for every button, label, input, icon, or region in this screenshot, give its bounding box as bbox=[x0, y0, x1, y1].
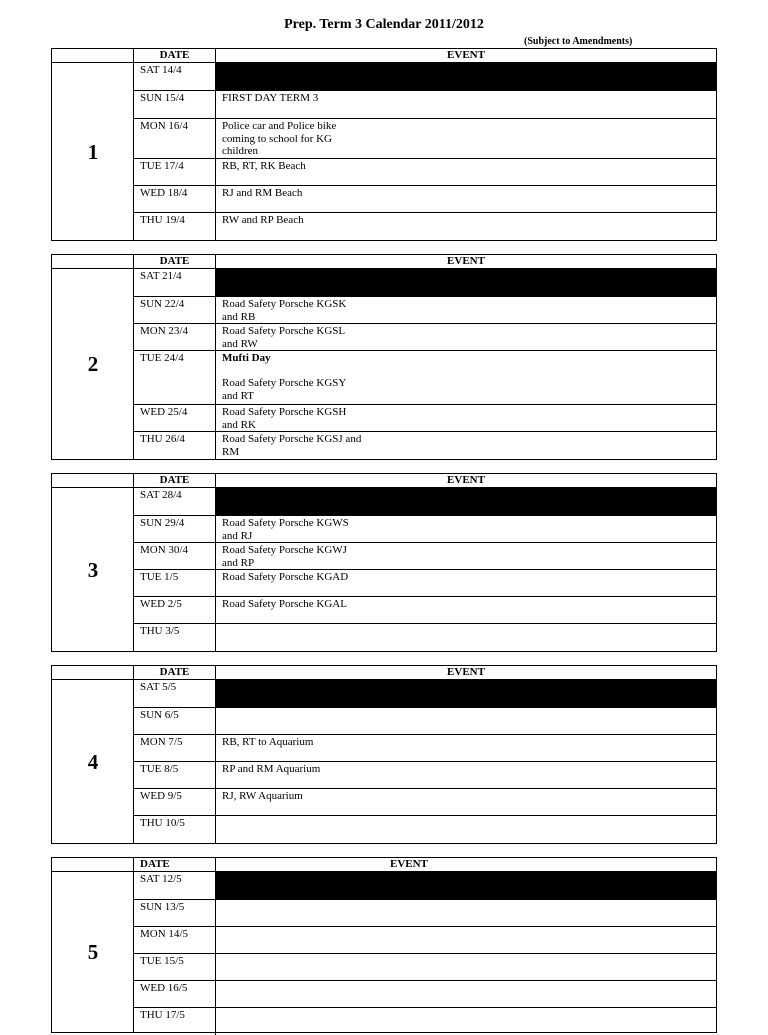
event-cell bbox=[216, 432, 716, 459]
date-cell: WED 18/4 bbox=[134, 186, 216, 212]
event-text-line: Road Safety Porsche KGAL bbox=[222, 598, 347, 610]
date-cell: SUN 29/4 bbox=[134, 516, 216, 542]
date-cell: TUE 24/4 bbox=[134, 351, 216, 404]
week-number-cell bbox=[52, 872, 134, 1032]
event-text-line bbox=[222, 365, 716, 378]
date-cell: MON 7/5 bbox=[134, 735, 216, 761]
date-cell: THU 19/4 bbox=[134, 213, 216, 240]
week-number-cell bbox=[52, 269, 134, 459]
header-week-cell bbox=[52, 49, 134, 62]
event-cell bbox=[216, 624, 716, 651]
date-cell: SAT 14/4 bbox=[134, 63, 216, 90]
blocked-event-cell bbox=[216, 872, 716, 899]
event-text-line: and RK bbox=[222, 418, 256, 431]
header-week-cell bbox=[52, 474, 134, 487]
event-text-line: Road Safety Porsche KGWS bbox=[222, 517, 349, 529]
week-number: 5 bbox=[87, 940, 99, 964]
table-row bbox=[134, 91, 716, 119]
table-row bbox=[134, 186, 716, 213]
week-number-cell bbox=[52, 680, 134, 843]
table-header bbox=[52, 474, 716, 488]
table-row bbox=[134, 405, 716, 432]
event-text-line: and RJ bbox=[222, 529, 253, 542]
event-cell bbox=[216, 213, 716, 240]
header-week-cell bbox=[52, 858, 134, 871]
date-cell: THU 26/4 bbox=[134, 432, 216, 459]
table-row bbox=[134, 351, 716, 405]
event-text-line: Road Safety Porsche KGSK bbox=[222, 298, 347, 310]
table-row bbox=[134, 63, 716, 91]
event-cell bbox=[216, 597, 716, 623]
date-cell: SAT 28/4 bbox=[134, 488, 216, 515]
table-row bbox=[134, 735, 716, 762]
week-table bbox=[51, 254, 717, 460]
event-cell bbox=[216, 981, 716, 1007]
date-cell: SUN 15/4 bbox=[134, 91, 216, 118]
event-cell bbox=[216, 405, 716, 431]
date-cell: THU 17/5 bbox=[134, 1008, 216, 1035]
event-text-line: Police car and Police bike bbox=[222, 120, 337, 132]
table-row bbox=[134, 297, 716, 324]
event-text-line: RJ, RW Aquarium bbox=[222, 790, 303, 802]
table-row bbox=[134, 159, 716, 186]
event-cell bbox=[216, 297, 716, 323]
table-row bbox=[134, 1008, 716, 1035]
week-number: 4 bbox=[87, 750, 99, 774]
event-text-line: and RT bbox=[222, 389, 255, 402]
date-cell: SAT 21/4 bbox=[134, 269, 216, 296]
week-table bbox=[51, 857, 717, 1033]
table-row bbox=[134, 269, 716, 297]
event-text-line: and RW bbox=[222, 337, 258, 350]
event-text-line: Road Safety Porsche KGSJ and bbox=[222, 433, 362, 445]
table-row bbox=[134, 708, 716, 735]
table-row bbox=[134, 927, 716, 954]
week-table bbox=[51, 48, 717, 241]
date-cell: SUN 6/5 bbox=[134, 708, 216, 734]
event-text-line: RJ and RM Beach bbox=[222, 187, 303, 199]
header-week-cell bbox=[52, 255, 134, 268]
event-cell bbox=[216, 516, 716, 542]
week-table bbox=[51, 665, 717, 844]
event-text-line: RB, RT to Aquarium bbox=[222, 736, 314, 748]
date-cell: TUE 17/4 bbox=[134, 159, 216, 185]
date-cell: WED 16/5 bbox=[134, 981, 216, 1007]
date-cell: MON 14/5 bbox=[134, 927, 216, 953]
table-row bbox=[134, 324, 716, 351]
table-row bbox=[134, 597, 716, 624]
event-text-line: RP and RM Aquarium bbox=[222, 763, 321, 775]
week-number: 1 bbox=[87, 140, 99, 164]
date-column-header: DATE bbox=[134, 858, 216, 871]
event-cell bbox=[216, 91, 716, 118]
event-cell bbox=[216, 789, 716, 815]
event-column-header: EVENT bbox=[390, 858, 428, 870]
event-text-line: Road Safety Porsche KGSL bbox=[222, 325, 346, 337]
event-cell bbox=[216, 570, 716, 596]
date-cell: TUE 8/5 bbox=[134, 762, 216, 788]
table-row bbox=[134, 816, 716, 843]
event-column-header: EVENT bbox=[447, 255, 485, 267]
header-week-cell bbox=[52, 666, 134, 679]
table-row bbox=[134, 570, 716, 597]
date-cell: TUE 1/5 bbox=[134, 570, 216, 596]
blocked-event-cell bbox=[216, 269, 716, 296]
table-row bbox=[134, 981, 716, 1008]
event-text-line: children bbox=[222, 145, 259, 157]
table-row bbox=[134, 432, 716, 459]
page-subtitle: (Subject to Amendments) bbox=[524, 36, 633, 47]
table-row bbox=[134, 488, 716, 516]
date-cell: SAT 5/5 bbox=[134, 680, 216, 707]
date-column-header: DATE bbox=[134, 474, 216, 487]
week-table bbox=[51, 473, 717, 652]
table-header bbox=[52, 255, 716, 269]
date-cell: SUN 13/5 bbox=[134, 900, 216, 926]
table-row bbox=[134, 954, 716, 981]
event-text-line: RB, RT, RK Beach bbox=[222, 160, 306, 172]
date-cell: THU 3/5 bbox=[134, 624, 216, 651]
event-cell bbox=[216, 351, 716, 404]
date-cell: WED 2/5 bbox=[134, 597, 216, 623]
date-cell: MON 30/4 bbox=[134, 543, 216, 569]
table-header bbox=[52, 666, 716, 680]
week-number: 3 bbox=[87, 558, 99, 582]
date-column-header: DATE bbox=[134, 49, 216, 62]
table-row bbox=[134, 624, 716, 651]
event-cell bbox=[216, 324, 716, 350]
date-cell: SAT 12/5 bbox=[134, 872, 216, 899]
table-row bbox=[134, 213, 716, 240]
date-cell: TUE 15/5 bbox=[134, 954, 216, 980]
event-text-line: coming to school for KG bbox=[222, 132, 332, 145]
date-cell: MON 23/4 bbox=[134, 324, 216, 350]
table-header bbox=[52, 858, 716, 872]
event-cell bbox=[216, 543, 716, 569]
event-cell bbox=[216, 735, 716, 761]
event-text-line: Road Safety Porsche KGWJ bbox=[222, 544, 347, 556]
event-text-line: Road Safety Porsche KGAD bbox=[222, 571, 349, 583]
date-column-header: DATE bbox=[134, 666, 216, 679]
date-cell: WED 9/5 bbox=[134, 789, 216, 815]
event-cell bbox=[216, 816, 716, 843]
date-cell: WED 25/4 bbox=[134, 405, 216, 431]
week-number: 2 bbox=[87, 352, 99, 376]
event-text-line: Road Safety Porsche KGSY bbox=[222, 377, 347, 389]
table-row bbox=[134, 543, 716, 570]
event-cell bbox=[216, 1008, 716, 1035]
event-text-line: RM bbox=[222, 445, 240, 458]
date-cell: THU 10/5 bbox=[134, 816, 216, 843]
table-row bbox=[134, 789, 716, 816]
blocked-event-cell bbox=[216, 680, 716, 707]
event-text-line: and RB bbox=[222, 310, 256, 323]
event-column-header: EVENT bbox=[447, 474, 485, 486]
table-row bbox=[134, 119, 716, 159]
event-cell bbox=[216, 900, 716, 926]
event-cell bbox=[216, 708, 716, 734]
event-column-header: EVENT bbox=[447, 666, 485, 678]
table-row bbox=[134, 762, 716, 789]
event-cell bbox=[216, 186, 716, 212]
week-number-cell bbox=[52, 488, 134, 651]
event-cell bbox=[216, 927, 716, 953]
date-cell: SUN 22/4 bbox=[134, 297, 216, 323]
blocked-event-cell bbox=[216, 488, 716, 515]
event-cell bbox=[216, 159, 716, 185]
event-text-line: Road Safety Porsche KGSH bbox=[222, 406, 347, 418]
event-cell bbox=[216, 954, 716, 980]
event-text-line: Mufti Day bbox=[222, 352, 271, 364]
table-row bbox=[134, 900, 716, 927]
table-header bbox=[52, 49, 716, 63]
page-title: Prep. Term 3 Calendar 2011/2012 bbox=[284, 17, 484, 32]
date-cell: MON 16/4 bbox=[134, 119, 216, 158]
date-column-header: DATE bbox=[134, 255, 216, 268]
table-row bbox=[134, 516, 716, 543]
event-text-line: RW and RP Beach bbox=[222, 214, 304, 226]
event-text-line: FIRST DAY TERM 3 bbox=[222, 92, 319, 104]
event-column-header: EVENT bbox=[447, 49, 485, 61]
blocked-event-cell bbox=[216, 63, 716, 90]
table-row bbox=[134, 872, 716, 900]
table-row bbox=[134, 680, 716, 708]
event-text-line: and RP bbox=[222, 556, 255, 569]
event-cell bbox=[216, 762, 716, 788]
week-number-cell bbox=[52, 63, 134, 240]
event-cell bbox=[216, 119, 716, 158]
